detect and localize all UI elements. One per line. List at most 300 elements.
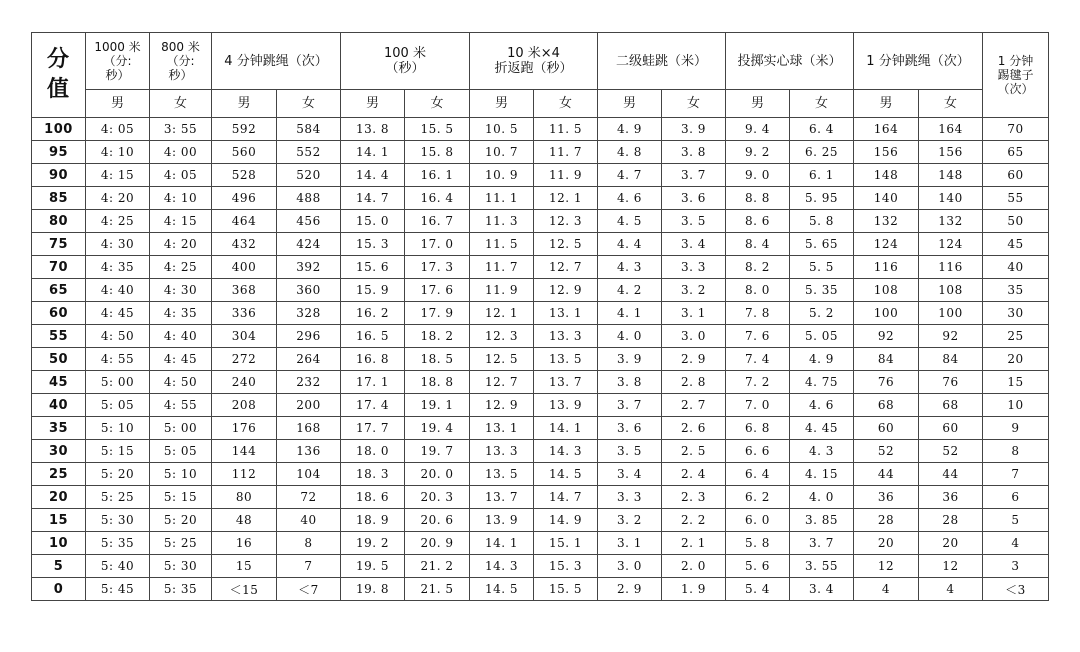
table-row [32, 394, 1049, 417]
table-cell: 20. 3 [405, 486, 470, 509]
table-cell: 55 [983, 187, 1049, 210]
table-cell: 12. 1 [470, 302, 534, 325]
table-cell: 3. 9 [598, 348, 662, 371]
table-cell: 2. 9 [598, 578, 662, 601]
table-cell: 7. 0 [726, 394, 790, 417]
table-cell: 18. 3 [341, 463, 405, 486]
score-cell: 95 [32, 141, 86, 164]
table-cell: 3. 1 [662, 302, 726, 325]
table-cell: 6. 2 [726, 486, 790, 509]
table-cell: 18. 2 [405, 325, 470, 348]
table-cell: 12. 9 [534, 279, 598, 302]
table-cell: 208 [212, 394, 277, 417]
table-cell: 3. 3 [662, 256, 726, 279]
run-800m-header-line-3: 秒） [168, 68, 193, 82]
table-cell: 3. 9 [662, 118, 726, 141]
table-cell: 21. 2 [405, 555, 470, 578]
table-cell: 4. 6 [790, 394, 854, 417]
table-cell: 2. 0 [662, 555, 726, 578]
table-row [32, 210, 1049, 233]
table-cell: 14. 4 [341, 164, 405, 187]
table-cell: 48 [212, 509, 277, 532]
table-cell: 100 [919, 302, 983, 325]
table-cell: 13. 9 [470, 509, 534, 532]
table-cell: 2. 7 [662, 394, 726, 417]
score-table-body [32, 118, 1049, 601]
table-cell: 12. 3 [534, 210, 598, 233]
table-cell: 15. 3 [534, 555, 598, 578]
table-cell: 8. 2 [726, 256, 790, 279]
score-cell: 40 [32, 394, 86, 417]
table-cell: 4. 6 [598, 187, 662, 210]
table-cell: 4: 15 [150, 210, 212, 233]
table-cell: 17. 3 [405, 256, 470, 279]
table-cell: 7. 4 [726, 348, 790, 371]
table-row [32, 509, 1049, 532]
score-cell: 45 [32, 371, 86, 394]
table-cell: 6. 4 [790, 118, 854, 141]
table-cell: 12. 7 [534, 256, 598, 279]
table-row [32, 348, 1049, 371]
table-cell: 52 [919, 440, 983, 463]
table-cell: 4. 8 [598, 141, 662, 164]
score-cell: 10 [32, 532, 86, 555]
sprint-100m-female-header: 女 [405, 90, 470, 118]
table-cell: 10 [983, 394, 1049, 417]
table-cell: 92 [919, 325, 983, 348]
score-header-char-1: 分 [46, 47, 70, 72]
table-cell: 11. 9 [470, 279, 534, 302]
table-cell: 20. 9 [405, 532, 470, 555]
score-cell: 85 [32, 187, 86, 210]
score-cell: 75 [32, 233, 86, 256]
table-cell: 5: 45 [86, 578, 150, 601]
table-cell: 28 [854, 509, 919, 532]
table-cell: 4 [919, 578, 983, 601]
table-cell: 20. 0 [405, 463, 470, 486]
table-cell: 19. 2 [341, 532, 405, 555]
table-cell: 4. 0 [598, 325, 662, 348]
table-cell: 17. 4 [341, 394, 405, 417]
table-cell: 5: 00 [150, 417, 212, 440]
table-cell: 5. 65 [790, 233, 854, 256]
table-cell: 3. 0 [662, 325, 726, 348]
table-cell: 13. 7 [534, 371, 598, 394]
score-cell: 5 [32, 555, 86, 578]
table-cell: 4: 10 [86, 141, 150, 164]
table-cell: 65 [983, 141, 1049, 164]
table-cell: 2. 1 [662, 532, 726, 555]
table-cell: 164 [854, 118, 919, 141]
table-cell: 15 [212, 555, 277, 578]
table-cell: 496 [212, 187, 277, 210]
table-cell: 3. 8 [662, 141, 726, 164]
table-cell: 132 [919, 210, 983, 233]
table-cell: 6. 6 [726, 440, 790, 463]
table-cell: 4. 2 [598, 279, 662, 302]
table-cell: 6 [983, 486, 1049, 509]
table-cell: 36 [919, 486, 983, 509]
score-cell: 20 [32, 486, 86, 509]
table-cell: 464 [212, 210, 277, 233]
table-row [32, 141, 1049, 164]
medicine-ball-header: 投掷实心球（米） [726, 33, 854, 90]
table-cell: 232 [277, 371, 341, 394]
table-cell: 4: 35 [150, 302, 212, 325]
table-cell: 3. 4 [598, 463, 662, 486]
table-cell: 5: 05 [150, 440, 212, 463]
table-cell: 116 [919, 256, 983, 279]
table-cell: 584 [277, 118, 341, 141]
table-cell: 3. 7 [662, 164, 726, 187]
table-cell: 5: 15 [86, 440, 150, 463]
table-cell: 4: 05 [86, 118, 150, 141]
table-cell: 3. 8 [598, 371, 662, 394]
table-cell: 7. 6 [726, 325, 790, 348]
table-cell: 11. 5 [534, 118, 598, 141]
table-cell: 28 [919, 509, 983, 532]
table-cell: 18. 6 [341, 486, 405, 509]
table-cell: 4. 45 [790, 417, 854, 440]
table-cell: 5. 8 [790, 210, 854, 233]
table-cell: 12 [854, 555, 919, 578]
table-cell: ＜7 [277, 578, 341, 601]
table-cell: 3. 4 [790, 578, 854, 601]
shuttlecock-header [983, 33, 1049, 118]
score-cell: 60 [32, 302, 86, 325]
table-cell: 4: 25 [86, 210, 150, 233]
table-cell: 328 [277, 302, 341, 325]
table-cell: 392 [277, 256, 341, 279]
table-cell: 16 [212, 532, 277, 555]
table-cell: 11. 9 [534, 164, 598, 187]
table-cell: 7 [983, 463, 1049, 486]
table-cell: 17. 1 [341, 371, 405, 394]
table-cell: 5. 05 [790, 325, 854, 348]
shuttle-run-header-line-2: 折返跑（秒） [494, 61, 573, 76]
table-cell: 15. 8 [405, 141, 470, 164]
shuttle-run-header-line-1: 10 米×4 [507, 46, 560, 61]
table-cell: 16. 7 [405, 210, 470, 233]
table-cell: 5: 10 [86, 417, 150, 440]
score-header-char-2: 值 [46, 77, 70, 102]
table-cell: 4. 3 [598, 256, 662, 279]
table-cell: 30 [983, 302, 1049, 325]
table-cell: 10. 9 [470, 164, 534, 187]
table-cell: 4. 15 [790, 463, 854, 486]
table-cell: ＜15 [212, 578, 277, 601]
score-cell: 30 [32, 440, 86, 463]
table-cell: 11. 3 [470, 210, 534, 233]
table-cell: 5. 6 [726, 555, 790, 578]
table-cell: 13. 1 [470, 417, 534, 440]
table-row [32, 256, 1049, 279]
table-cell: 104 [277, 463, 341, 486]
score-cell: 65 [32, 279, 86, 302]
table-cell: 488 [277, 187, 341, 210]
score-cell: 35 [32, 417, 86, 440]
table-cell: 4: 05 [150, 164, 212, 187]
table-cell: 4: 40 [150, 325, 212, 348]
table-cell: 3. 1 [598, 532, 662, 555]
table-cell: 240 [212, 371, 277, 394]
score-cell: 50 [32, 348, 86, 371]
table-cell: 5: 30 [150, 555, 212, 578]
table-cell: 5: 00 [86, 371, 150, 394]
table-cell: 272 [212, 348, 277, 371]
table-cell: 3. 3 [598, 486, 662, 509]
table-cell: 5: 05 [86, 394, 150, 417]
table-cell: 19. 4 [405, 417, 470, 440]
table-cell: 4: 50 [86, 325, 150, 348]
table-cell: 10. 7 [470, 141, 534, 164]
table-cell: 40 [983, 256, 1049, 279]
table-cell: 9. 0 [726, 164, 790, 187]
table-cell: 17. 6 [405, 279, 470, 302]
table-cell: 156 [919, 141, 983, 164]
table-cell: 15. 3 [341, 233, 405, 256]
table-cell: 4: 15 [86, 164, 150, 187]
table-cell: 14. 3 [470, 555, 534, 578]
table-cell: 360 [277, 279, 341, 302]
table-cell: 19. 7 [405, 440, 470, 463]
table-cell: 3. 7 [598, 394, 662, 417]
score-cell: 70 [32, 256, 86, 279]
table-cell: 132 [854, 210, 919, 233]
run-1000m-header-line-3: 秒） [105, 68, 130, 82]
table-cell: 84 [919, 348, 983, 371]
score-table-container [31, 32, 1049, 601]
table-row [32, 302, 1049, 325]
rope-1min-female-header: 女 [919, 90, 983, 118]
table-cell: 4. 7 [598, 164, 662, 187]
table-cell: 3. 2 [662, 279, 726, 302]
table-cell: 70 [983, 118, 1049, 141]
table-cell: 368 [212, 279, 277, 302]
table-cell: 7 [277, 555, 341, 578]
table-cell: 12. 1 [534, 187, 598, 210]
table-cell: 10. 5 [470, 118, 534, 141]
table-cell: 164 [919, 118, 983, 141]
table-cell: 80 [212, 486, 277, 509]
table-row [32, 555, 1049, 578]
table-cell: 13. 5 [534, 348, 598, 371]
table-cell: 14. 1 [341, 141, 405, 164]
table-cell: 20 [983, 348, 1049, 371]
table-cell: 5: 25 [150, 532, 212, 555]
table-cell: 11. 7 [470, 256, 534, 279]
table-row [32, 578, 1049, 601]
table-cell: 456 [277, 210, 341, 233]
table-cell: 15 [983, 371, 1049, 394]
score-cell: 55 [32, 325, 86, 348]
table-cell: 4: 45 [150, 348, 212, 371]
table-cell: 520 [277, 164, 341, 187]
table-cell: 4. 3 [790, 440, 854, 463]
table-cell: 7. 8 [726, 302, 790, 325]
table-cell: 18. 5 [405, 348, 470, 371]
table-cell: 116 [854, 256, 919, 279]
table-cell: 19. 1 [405, 394, 470, 417]
table-cell: 60 [854, 417, 919, 440]
table-cell: 144 [212, 440, 277, 463]
table-cell: 14. 1 [534, 417, 598, 440]
table-row [32, 279, 1049, 302]
sprint-100m-male-header: 男 [341, 90, 405, 118]
sprint-100m-header [341, 33, 470, 90]
table-cell: 5: 20 [86, 463, 150, 486]
table-cell: 176 [212, 417, 277, 440]
table-cell: 12. 3 [470, 325, 534, 348]
table-row [32, 325, 1049, 348]
table-row [32, 440, 1049, 463]
table-row [32, 233, 1049, 256]
table-cell: 14. 5 [470, 578, 534, 601]
run-800m-header-line-2: （分: [166, 54, 195, 68]
table-cell: 7. 2 [726, 371, 790, 394]
rope-1min-male-header: 男 [854, 90, 919, 118]
table-cell: 18. 9 [341, 509, 405, 532]
table-cell: 13. 8 [341, 118, 405, 141]
table-cell: 264 [277, 348, 341, 371]
table-cell: 21. 5 [405, 578, 470, 601]
table-cell: 4: 55 [86, 348, 150, 371]
score-cell: 15 [32, 509, 86, 532]
table-cell: 4 [854, 578, 919, 601]
table-row [32, 187, 1049, 210]
table-cell: 168 [277, 417, 341, 440]
table-cell: 18. 0 [341, 440, 405, 463]
table-row [32, 532, 1049, 555]
table-cell: 2. 2 [662, 509, 726, 532]
table-cell: 6. 25 [790, 141, 854, 164]
table-cell: 4: 10 [150, 187, 212, 210]
table-cell: 4. 75 [790, 371, 854, 394]
table-cell: 13. 7 [470, 486, 534, 509]
table-cell: 12. 9 [470, 394, 534, 417]
table-cell: 148 [854, 164, 919, 187]
run-1000m-header-line-2: （分: [103, 54, 132, 68]
table-cell: 3. 6 [598, 417, 662, 440]
table-cell: 6. 8 [726, 417, 790, 440]
table-cell: 72 [277, 486, 341, 509]
table-cell: 5. 4 [726, 578, 790, 601]
table-cell: 4: 00 [150, 141, 212, 164]
table-cell: 15. 5 [534, 578, 598, 601]
table-cell: 15. 5 [405, 118, 470, 141]
score-cell: 80 [32, 210, 86, 233]
table-cell: 20 [919, 532, 983, 555]
score-header [32, 33, 86, 118]
table-cell: 6. 0 [726, 509, 790, 532]
medicine-ball-male-header: 男 [726, 90, 790, 118]
table-cell: 20 [854, 532, 919, 555]
table-cell: 12 [919, 555, 983, 578]
table-cell: 13. 1 [534, 302, 598, 325]
run-1000m-gender-header: 男 [86, 90, 150, 118]
table-cell: 4. 0 [790, 486, 854, 509]
run-800m-gender-header: 女 [150, 90, 212, 118]
table-cell: 92 [854, 325, 919, 348]
table-cell: 2. 5 [662, 440, 726, 463]
table-cell: 3. 5 [662, 210, 726, 233]
table-cell: 528 [212, 164, 277, 187]
table-cell: 13. 3 [470, 440, 534, 463]
table-row [32, 463, 1049, 486]
table-cell: 19. 5 [341, 555, 405, 578]
table-cell: 5. 5 [790, 256, 854, 279]
table-cell: 1. 9 [662, 578, 726, 601]
table-cell: 108 [854, 279, 919, 302]
table-cell: 2. 4 [662, 463, 726, 486]
table-cell: 4 [983, 532, 1049, 555]
table-cell: 16. 1 [405, 164, 470, 187]
table-cell: 8. 4 [726, 233, 790, 256]
table-cell: 5: 15 [150, 486, 212, 509]
table-cell: 2. 8 [662, 371, 726, 394]
table-cell: 14. 7 [341, 187, 405, 210]
table-cell: 15. 1 [534, 532, 598, 555]
table-cell: 8 [983, 440, 1049, 463]
table-cell: 336 [212, 302, 277, 325]
table-cell: 400 [212, 256, 277, 279]
table-cell: 3. 85 [790, 509, 854, 532]
table-cell: 136 [277, 440, 341, 463]
table-cell: 5: 25 [86, 486, 150, 509]
table-cell: 4: 30 [150, 279, 212, 302]
table-cell: 40 [277, 509, 341, 532]
frog-jump-female-header: 女 [662, 90, 726, 118]
table-cell: 4: 30 [86, 233, 150, 256]
table-cell: ＜3 [983, 578, 1049, 601]
table-cell: 12. 7 [470, 371, 534, 394]
table-cell: 8 [277, 532, 341, 555]
table-cell: 4: 20 [150, 233, 212, 256]
table-cell: 52 [854, 440, 919, 463]
table-cell: 5. 2 [790, 302, 854, 325]
table-cell: 45 [983, 233, 1049, 256]
table-cell: 9. 2 [726, 141, 790, 164]
table-cell: 9. 4 [726, 118, 790, 141]
frog-jump-male-header: 男 [598, 90, 662, 118]
table-cell: 4: 50 [150, 371, 212, 394]
table-cell: 6. 4 [726, 463, 790, 486]
rope-4min-male-header: 男 [212, 90, 277, 118]
table-cell: 13. 5 [470, 463, 534, 486]
table-cell: 3 [983, 555, 1049, 578]
shuttlecock-header-line-2: 踢毽子 [997, 68, 1034, 82]
table-row [32, 486, 1049, 509]
table-cell: 4. 4 [598, 233, 662, 256]
table-cell: 11. 1 [470, 187, 534, 210]
rope-4min-header: 4 分钟跳绳（次） [212, 33, 341, 90]
table-cell: 68 [854, 394, 919, 417]
table-cell: 16. 4 [405, 187, 470, 210]
table-cell: 2. 3 [662, 486, 726, 509]
table-cell: 3. 0 [598, 555, 662, 578]
table-cell: 5: 10 [150, 463, 212, 486]
table-cell: 296 [277, 325, 341, 348]
table-cell: 4: 35 [86, 256, 150, 279]
table-cell: 14. 9 [534, 509, 598, 532]
table-cell: 12. 5 [470, 348, 534, 371]
table-cell: 76 [854, 371, 919, 394]
table-cell: 5: 35 [86, 532, 150, 555]
table-cell: 4: 55 [150, 394, 212, 417]
run-800m-header-line-1: 800 米 [161, 40, 200, 54]
table-cell: 2. 9 [662, 348, 726, 371]
table-cell: 19. 8 [341, 578, 405, 601]
